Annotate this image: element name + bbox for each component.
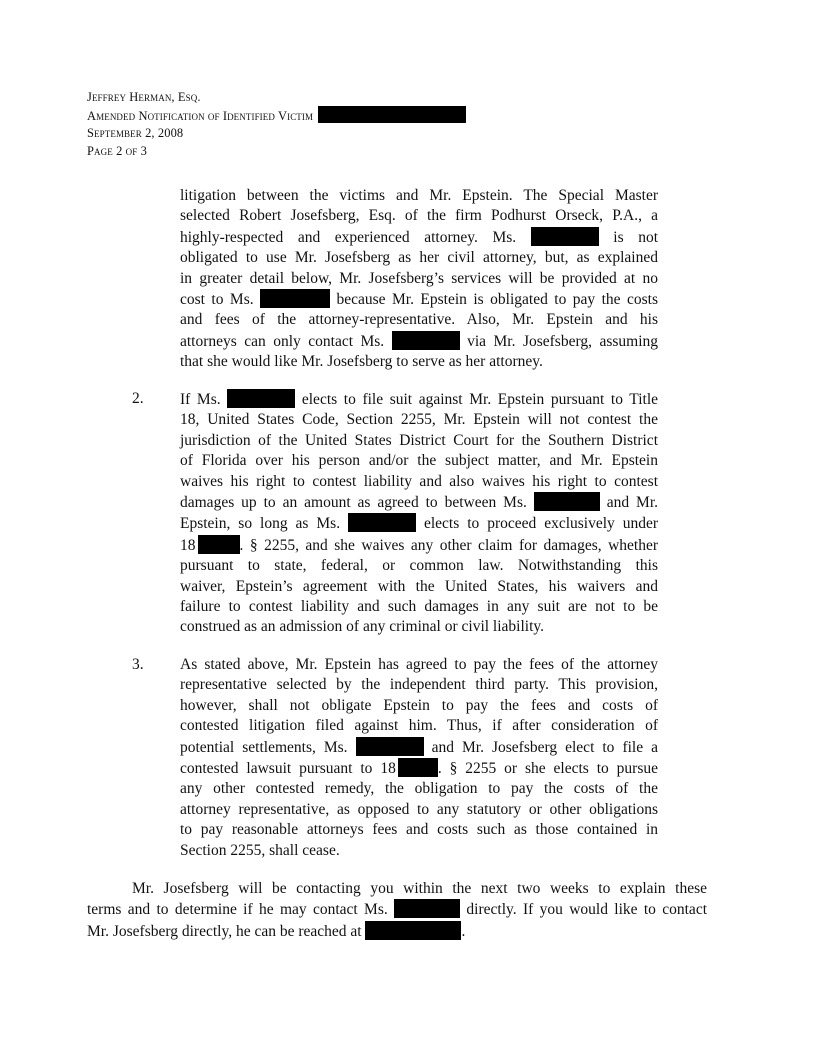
recipient-name: Jeffrey Herman, Esq.	[87, 90, 201, 104]
redaction-bar	[198, 535, 240, 554]
text-line: Mr. Josefsberg will be contacting you within the next two weeks to explain these	[132, 880, 707, 897]
text-line: litigation between the victims and Mr. Epstein. The Special Master	[180, 187, 658, 204]
text-line: jurisdiction of the United States District Court for the Southern District	[180, 431, 658, 449]
item-3-paragraph	[180, 655, 658, 861]
closing-paragraph	[87, 879, 707, 942]
text-line: terms and to determine if he may contact Ms. directly. If you would like to contact	[87, 901, 708, 919]
text-line: 18 . § 2255, and she waives any other claim for damages, whether	[180, 536, 658, 554]
text-line: contested lawsuit pursuant to 18 . § 2255 or she elects to pursue	[180, 760, 658, 778]
item-2-paragraph	[180, 389, 658, 638]
text-line: failure to contest liability and such damages in any suit are not to be	[180, 598, 658, 616]
text-line: 18, United States Code, Section 2255, Mr. Epstein will not contest the	[180, 411, 658, 429]
text-line: highly-respected and experienced attorney. Ms. is not	[180, 228, 659, 246]
redaction-bar	[318, 106, 466, 123]
subject-line	[87, 106, 466, 124]
text-line: Epstein, so long as Ms. elects to proceed exclusively under	[180, 515, 659, 533]
text-line: Mr. Josefsberg directly, he can be reached at .	[87, 922, 466, 940]
redaction-bar	[531, 227, 599, 246]
text-line: of Florida over his person and/or the subject matter, and Mr. Epstein	[180, 452, 658, 470]
text-line: construed as an admission of any criminal or civil liability.	[180, 618, 545, 636]
letter-header	[87, 88, 466, 160]
redaction-bar	[394, 899, 460, 918]
continuation-paragraph	[180, 186, 658, 373]
subject-text: Amended Notification of Identified Victim	[87, 109, 314, 123]
text-line: contested litigation filed against him. Thus, if after consideration of	[180, 717, 658, 735]
item-number: 2.	[132, 390, 144, 407]
text-line: obligated to use Mr. Josefsberg as her civil attorney, but, as explained	[180, 249, 658, 267]
text-line: potential settlements, Ms. and Mr. Josefsberg elect to file a	[180, 738, 658, 756]
redaction-bar	[348, 513, 416, 532]
text-line: to pay reasonable attorneys fees and costs such as those contained in	[180, 821, 658, 839]
text-line: attorney representative, as opposed to any statutory or other obligations	[180, 800, 658, 818]
redaction-bar	[392, 331, 460, 350]
item-number: 3.	[132, 656, 144, 673]
text-line: cost to Ms. because Mr. Epstein is obligated to pay the costs	[180, 291, 658, 309]
redaction-bar	[534, 492, 600, 511]
text-line: any other contested remedy, the obligation to pay the costs of the	[180, 780, 658, 798]
text-line: damages up to an amount as agreed to between Ms. and Mr.	[180, 494, 659, 512]
text-line: that she would like Mr. Josefsberg to serve as her attorney.	[180, 353, 543, 371]
text-line: in greater detail below, Mr. Josefsberg’s services will be provided at no	[180, 269, 658, 287]
text-line: If Ms. elects to file suit against Mr. Epstein pursuant to Title	[180, 391, 659, 408]
redaction-bar	[227, 389, 295, 408]
text-line: pursuant to state, federal, or common law. Notwithstanding this	[180, 557, 658, 575]
page-number: Page 2 of 3	[87, 144, 147, 158]
text-line: representative selected by the independent third party. This provision,	[180, 676, 658, 694]
text-line: selected Robert Josefsberg, Esq. of the firm Podhurst Orseck, P.A., a	[180, 207, 658, 225]
redaction-bar	[365, 921, 461, 940]
redaction-bar	[260, 289, 330, 308]
text-line: Section 2255, shall cease.	[180, 841, 340, 859]
letter-date: September 2, 2008	[87, 126, 184, 140]
text-line: attorneys can only contact Ms. via Mr. Josefsberg, assuming	[180, 332, 659, 350]
redaction-bar	[356, 737, 424, 756]
text-line: waives his right to contest liability and also waives his right to contest	[180, 472, 658, 490]
redaction-bar	[398, 758, 438, 777]
text-line: and fees of the attorney-representative. Also, Mr. Epstein and his	[180, 311, 658, 329]
text-line: As stated above, Mr. Epstein has agreed to pay the fees of the attorney	[180, 656, 658, 673]
text-line: however, shall not obligate Epstein to pay the fees and costs of	[180, 696, 658, 714]
text-line: waiver, Epstein’s agreement with the United States, his waivers and	[180, 577, 658, 595]
